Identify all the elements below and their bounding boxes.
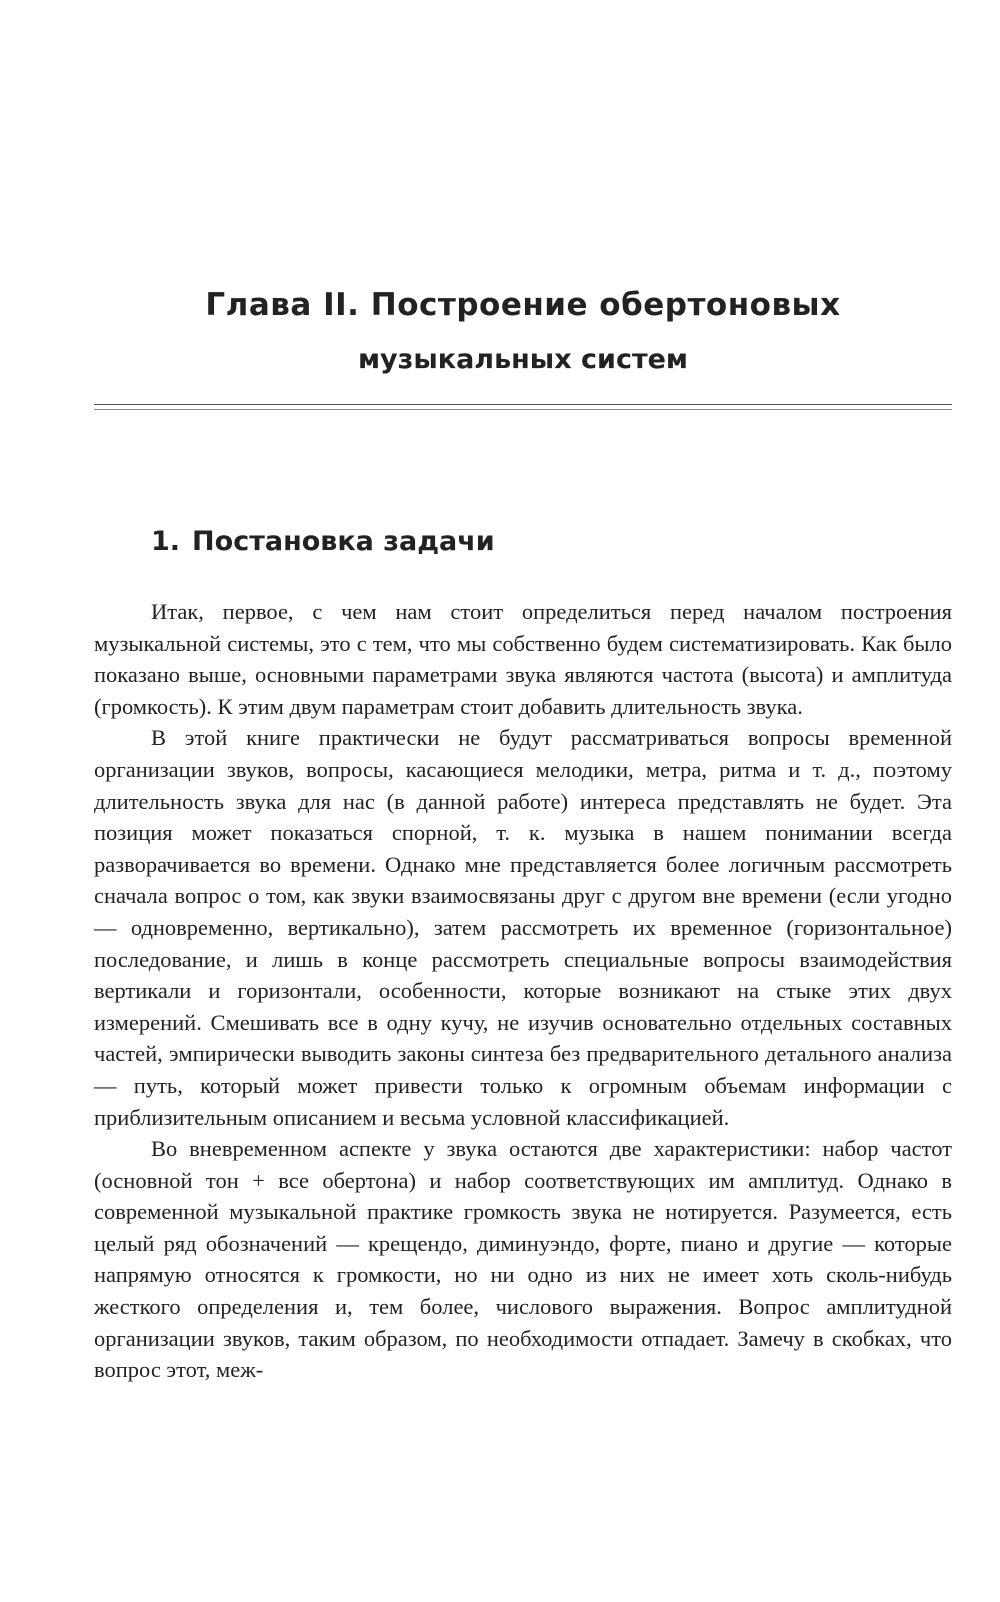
divider-line-top: [94, 404, 952, 405]
section-title: Постановка задачи: [192, 526, 495, 557]
paragraph: В этой книге практически не будут рассматриваться вопросы временной организации звуков, вопросы, касающиеся мелодики, метра, ритма и т. д., поэтому длительность звука для нас (в данной работе) интереса представлять не будет. Эта позиция может показаться спорной, т. к. музыка в нашем понимании всегда разворачивается во времени. Однако мне представляется более логичным рассмотреть сначала вопрос о том, как звуки взаимосвязаны друг с другом вне времени (если угодно — одновременно, вертикально), затем рассмотреть их временное (горизонтальное) последование, и лишь в конце рассмотреть специальные вопросы взаимодействия вертикали и горизонтали, особенности, которые возникают на стыке этих двух измерений. Смешивать все в одну кучу, не изучив основательно отдельных составных частей, эмпирически выводить законы синтеза без предварительного детального анализа — путь, который может привести только к огромным объемам информации с приблизительным описанием и весьма условной классификацией.: [94, 725, 952, 1130]
section-heading: [151, 524, 495, 560]
paragraph: Итак, первое, с чем нам стоит определиться перед началом построения музыкальной системы, это с тем, что мы собственно будем систематизировать. Как было показано выше, основными параметрами звука являются частота (высота) и амплитуда (громкость). К этим двум параметрам стоит добавить длительность звука.: [94, 599, 952, 719]
chapter-title-line-1: Глава II. Построение обертоновых: [205, 287, 841, 323]
paragraph: Во вневременном аспекте у звука остаются две характеристики: набор частот (основной тон + все обертона) и набор соответствующих им амплитуд. Однако в современной музыкальной практике громкость звука не нотируется. Разумеется, есть целый ряд обозначений — крещендо, диминуэндо, форте, пиано и другие — которые напрямую относятся к громкости, но ни одно из них не имеет хоть сколь-нибудь жесткого определения и, тем более, числового выражения. Вопрос амплитудной организации звуков, таким образом, по необходимости отпадает. Замечу в скобках, что вопрос этот, меж-: [94, 1136, 952, 1383]
divider-line-bottom: [94, 409, 952, 410]
body-text: [94, 596, 952, 1386]
chapter-title-line-2: музыкальных систем: [357, 344, 688, 375]
chapter-title: [94, 283, 952, 380]
chapter-divider: [94, 404, 952, 410]
section-number: 1.: [151, 526, 181, 557]
